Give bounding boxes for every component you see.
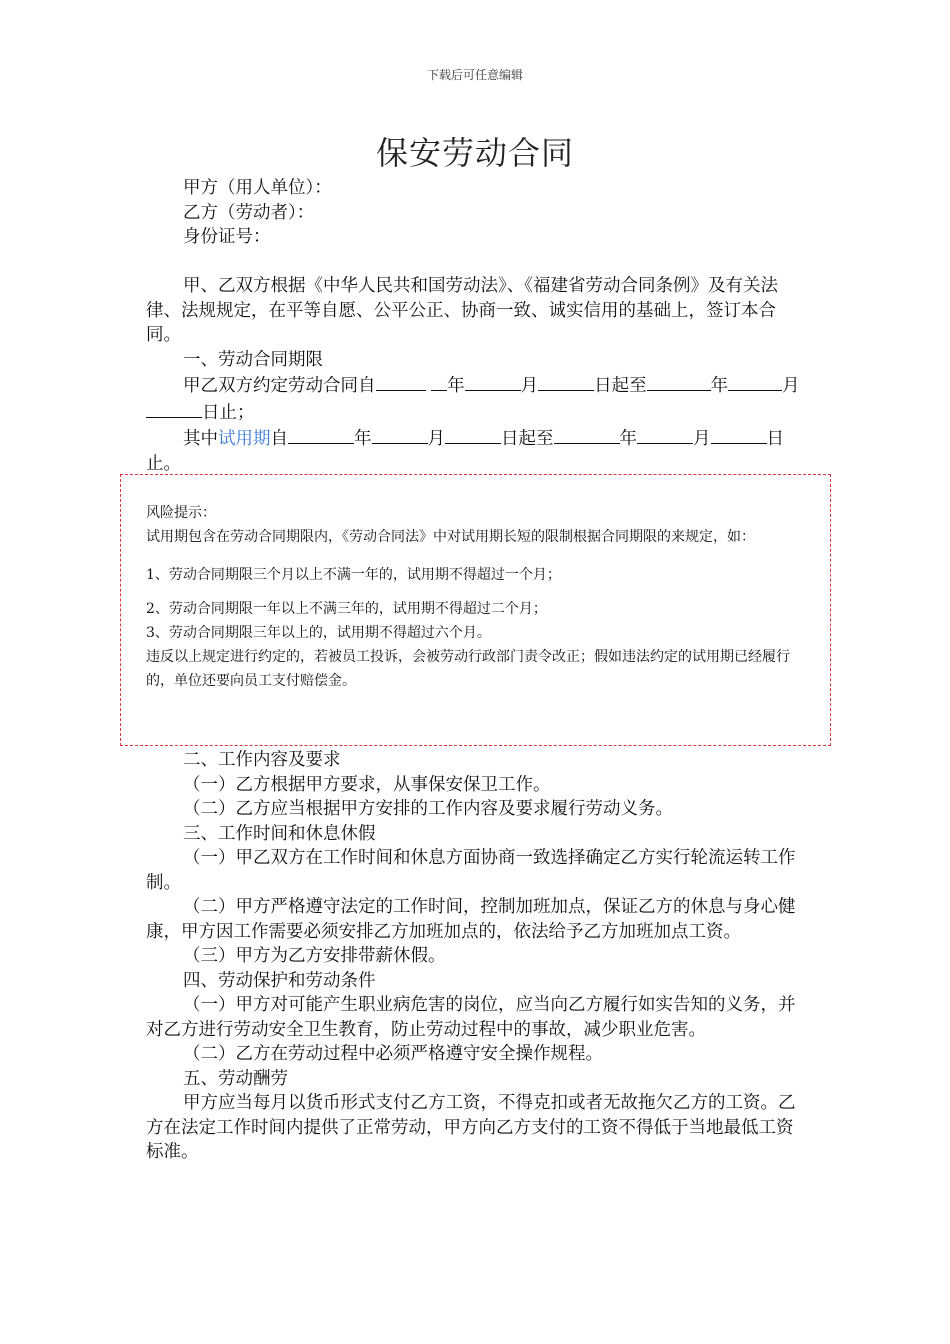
section2-item: （一）乙方根据甲方要求，从事保安保卫工作。 <box>183 774 551 795</box>
risk-warning: 违反以上规定进行约定的，若被员工投诉，会被劳动行政部门责令改正；假如违法约定的试用期已经履行的，单位还要向员工支付赔偿金。 <box>146 649 790 689</box>
risk-title: 风险提示： <box>146 505 216 521</box>
section2-item: （二）乙方应当根据甲方安排的工作内容及要求履行劳动义务。 <box>183 799 673 819</box>
blank-line[interactable] <box>538 372 594 391</box>
risk-intro: 试用期包含在劳动合同期限内，《劳动合同法》中对试用期长短的限制根据合同期限的来规定，如： <box>146 529 755 545</box>
blank-line[interactable] <box>288 425 354 444</box>
section5-heading: 五、劳动酬劳 <box>183 1068 288 1089</box>
contract-lower-body <box>146 748 806 1165</box>
blank-line[interactable] <box>764 372 782 391</box>
section4-item: （二）乙方在劳动过程中必须严格遵守安全操作规程。 <box>183 1044 603 1064</box>
risk-item: 3、劳动合同期限三年以上的，试用期不得超过六个月。 <box>146 625 491 641</box>
party-b-field: 乙方（劳动者）： <box>183 202 315 223</box>
section1-heading: 一、劳动合同期限 <box>183 349 323 370</box>
id-number-field: 身份证号： <box>183 227 271 247</box>
contract-upper-body <box>146 176 806 476</box>
blank-line[interactable] <box>465 372 521 391</box>
risk-item: 1、劳动合同期限三个月以上不满一年的，试用期不得超过一个月； <box>146 567 561 583</box>
blank-line[interactable] <box>647 372 711 391</box>
section4-item: （一）甲方对可能产生职业病危害的岗位，应当向乙方履行如实告知的义务，并对乙方进行劳动安全卫生教育，防止劳动过程中的事故，减少职业危害。 <box>146 995 796 1040</box>
section3-item: （二）甲方严格遵守法定的工作时间，控制加班加点，保证乙方的休息与身心健康，甲方因工作需要必须安排乙方加班加点的，依法给予乙方加班加点工资。 <box>146 897 796 942</box>
risk-item: 2、劳动合同期限一年以上不满三年的，试用期不得超过二个月； <box>146 601 547 617</box>
blank-line[interactable] <box>372 425 428 444</box>
blank-line[interactable] <box>554 425 620 444</box>
blank-line[interactable] <box>146 399 202 418</box>
risk-warning-content <box>146 501 806 693</box>
risk-warning-box <box>120 474 831 746</box>
blank-line[interactable] <box>445 425 501 444</box>
section4-heading: 四、劳动保护和劳动条件 <box>183 970 376 991</box>
document-title: 保安劳动合同 <box>375 134 574 172</box>
section3-heading: 三、工作时间和休息休假 <box>183 823 376 844</box>
blank-line[interactable] <box>376 372 426 391</box>
section3-item: （三）甲方为乙方安排带薪休假。 <box>183 946 446 966</box>
probation-link[interactable]: 试用期 <box>218 429 271 449</box>
spacer <box>146 250 806 275</box>
blank-line[interactable] <box>711 425 767 444</box>
blank-line[interactable] <box>637 425 693 444</box>
header-note: 下载后可任意编辑 <box>426 68 523 82</box>
preamble: 甲、乙双方根据《中华人民共和国劳动法》、《福建省劳动合同条例》及有关法律、法规规定，在平等自愿、公平公正、协商一致、诚实信用的基础上，签订本合同。 <box>146 276 778 345</box>
term-line: 甲乙双方约定劳动合同自 年 月 日起至 年 月日止； <box>146 372 806 425</box>
section3-item: （一）甲乙双方在工作时间和休息方面协商一致选择确定乙方实行轮流运转工作制。 <box>146 848 796 893</box>
probation-line: 其中试用期自 年 月 日起至 年 月 日止。 <box>146 425 806 476</box>
blank-line[interactable] <box>728 372 764 391</box>
party-a-field: 甲方（用人单位）： <box>183 178 332 198</box>
section2-heading: 二、工作内容及要求 <box>183 750 341 770</box>
blank-line[interactable] <box>431 372 447 391</box>
section5-text: 甲方应当每月以货币形式支付乙方工资，不得克扣或者无故拖欠乙方的工资。乙方在法定工作时间内提供了正常劳动，甲方向乙方支付的工资不得低于当地最低工资标准。 <box>146 1093 796 1162</box>
